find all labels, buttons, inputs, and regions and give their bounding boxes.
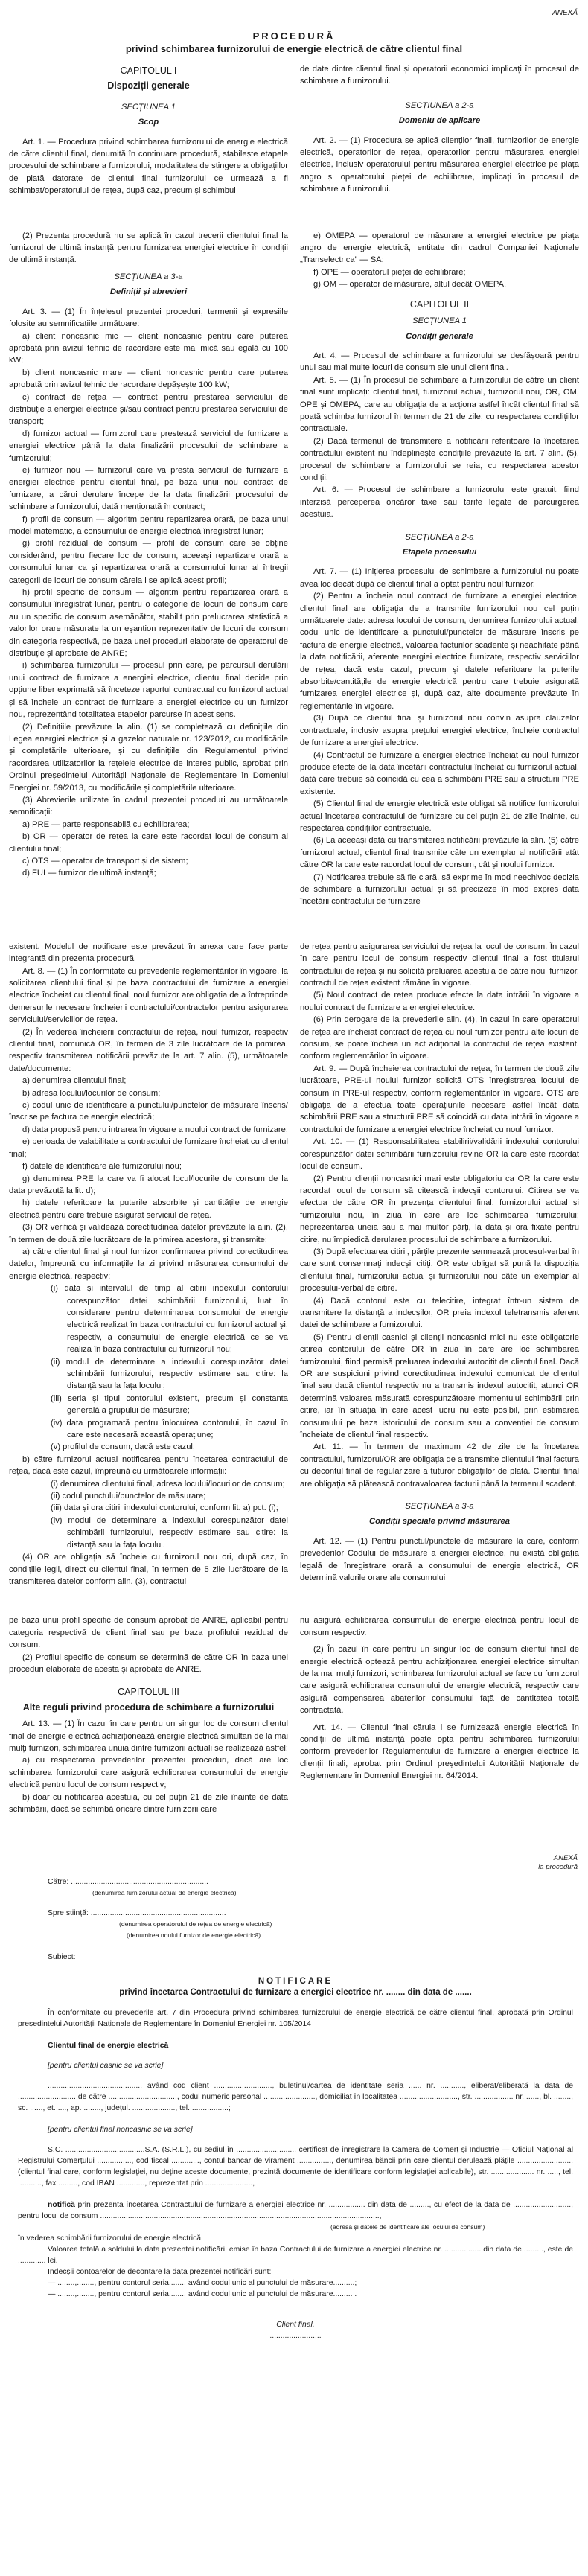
page-gap: [0, 908, 588, 941]
abbreviation-item: f) OPE — operatorul pieței de echilibrare;: [313, 267, 466, 277]
chapter-label: CAPITOLUL III: [118, 1687, 179, 1698]
article-7-continued: existent. Modelul de notificare este prevăzut în anexa care face parte integrantă din prezenta procedură.: [9, 942, 288, 964]
article-13-b-continued: nu asigură echilibrarea consumului de energie electrică pentru locul de consum respectiv.: [300, 1616, 579, 1637]
text-block-2: [0, 230, 588, 908]
list-item: e) perioada de valabilitate a contractului de furnizare încheiat cu clientul final;: [9, 1137, 288, 1159]
left-column: [9, 1614, 288, 1815]
left-column: [9, 63, 288, 197]
to-caption: (denumirea furnizorului actual de energie electrică): [92, 1889, 237, 1897]
list-item: d) data propusă pentru intrarea în vigoare a noului contract de furnizare;: [22, 1125, 288, 1134]
chapter-title: Alte reguli privind procedura de schimbare a furnizorului: [22, 1701, 275, 1713]
abbreviation-item: c) OTS — operator de transport și de sistem;: [22, 856, 188, 866]
section-title: Etapele procesului: [402, 548, 477, 557]
article-8-3a: a) către clientul final și noul furnizor confirmarea privind corectitudinea datelor, împreună cu informațiile la zi privind măsurarea consumului de energie electrică, respectiv:: [9, 1247, 288, 1281]
abbreviation-item: a) PRE — parte responsabilă cu echilibrarea;: [22, 819, 190, 829]
article-13-1: Art. 13. — (1) În cazul în care pentru un singur loc de consum clientul final de energie electrică achiziționează energie electrică simultan de la mai mulți furnizori, schimbarea unuia dintre furnizorii actuali se realizează astfel:: [9, 1719, 288, 1753]
article-9: Art. 9. — După încheierea contractului de rețea, în termen de două zile lucrătoare, PRE-ul noului furnizor solicită OTS înregistrarea locului de consum în PRE-ul respectiv, conform reglementărilor în vigoare. OTS are obligația de a efectua toate operațiunile necesare astfel încât data schimbării PRE sau a structurii PRE să coincidă cu data intrării în vigoare a contractului de furnizare a energiei electrice încheiat cu noul furnizor.: [300, 1064, 579, 1134]
chapter-label: CAPITOLUL II: [409, 298, 470, 310]
notification-title: NOTIFICARE: [258, 1977, 333, 1987]
definition-item: i) schimbarea furnizorului — procesul prin care, pe parcursul derulării unui contract de furnizare a energiei electrice, clientul final decide prin opțiune liber exprimată să înceteze raportul contractual cu furnizorul actual și să încheie un contract de furnizare a energiei electrice cu un furnizor nou, reprezentând totalitatea etapelor parcurse în acest sens.: [9, 661, 288, 720]
client-heading: Clientul final de energie electrică: [48, 2042, 169, 2051]
list-item: a) denumirea clientului final;: [22, 1076, 127, 1086]
business-form-text[interactable]: S.C. .....................................S.A. (S.R.L.), cu sediul în ..........................., certificat de înregistrare la Camera de Comerț și Industrie — Oficiul Național al Registrului Comerțului ................, cod fiscal ............., contul bancar de virament ................, denumirea băncii prin care clientul derulează plățile ..........................(clientul final care, conform legislației, nu deține aceste documente, prezintă documente de identificare conform legislației aplicabile), str. .................... nr. ....., tel. ..........., fax ........., cod IBAN ............., reprezentat prin ......................,: [18, 2146, 573, 2188]
article-7-paragraph: (7) Notificarea trebuie să fie clară, să exprime în mod neechivoc decizia de schimbare a furnizorului actual și să precizeze în mod expres data încetării contractului de furnizare: [300, 872, 579, 907]
to-field[interactable]: Către: ................................................................: [48, 1878, 208, 1887]
sub-list-item: (i) data și intervalul de timp al citirii indexului contorului corespunzător datei schimbării furnizorului, luat în considerare pentru determinarea consumului de energie electrică realizat în baza contractului cu furnizorul actual și, respectiv, a consumului de energie electrică ce se va realiza în baza contractului cu furnizorul nou;: [51, 1284, 288, 1355]
article-4: Art. 4. — Procesul de schimbare a furnizorului se desfășoară pentru unul sau mai multe locuri de consum ale unui client final.: [300, 351, 579, 373]
notification-form: [0, 1876, 588, 2386]
article-10-paragraph: (5) Pentru clienții casnici și clienții noncasnici mici nu este obligatorie citirea contorului de către OR în ziua în care are loc schimbarea furnizorului, fiind permisă preluarea indexului autocitit de clientul final. Dacă OR are suspiciuni privind corectitudinea indexului comunicat de clientul final sau dacă clientul respectiv nu a transmis indexul autocitit, atunci OR determină valoarea măsurată corespunzătoare momentului schimbării prin citire, iar în situația în care acest lucru nu este posibil, prin estimarea consumului pe baza istoricului de consum sau a convenției de consum încheiate de clientul final respectiv.: [300, 1332, 579, 1440]
article-8-4-continued: de rețea pentru asigurarea serviciului de rețea la locul de consum. În cazul în care pentru locul de consum respectiv clientul final a fost titularul contractului de rețea și nu solicită preluarea acestuia de către noul furnizor, contractul de rețea existent rămâne în vigoare.: [300, 942, 579, 988]
right-column: [300, 941, 579, 1588]
signature-line[interactable]: ........................: [269, 2332, 322, 2341]
list-item: f) datele de identificare ale furnizorului nou;: [22, 1162, 182, 1172]
sub-list-item: (iv) modul de determinare a indexului corespunzător datei schimbării furnizorului, respectiv estimare sau citire: la distanță sau la fața locului.: [51, 1515, 288, 1550]
subject-field[interactable]: Subiect:: [48, 1953, 76, 1962]
article-12-1: Art. 12. — (1) Pentru punctul/punctele de măsurare la care, conform prevederilor Codului de măsurare a energiei electrice, nu există obligația legală de înregistrare orară a consumului de energie electrică, OR determină valorile orare ale consumului: [300, 1536, 579, 1583]
annex-label: ANEXĂ: [553, 1854, 578, 1863]
right-column: [300, 230, 579, 908]
definition-item: e) furnizor nou — furnizorul care va presta serviciul de furnizare a energiei electrice pentru clientul final, pe baza unui nou contract de furnizare, a cărui derulare începe de la data finalizării procesului de schimbare a furnizorului, dată menționată în contract;: [9, 465, 288, 512]
article-14: Art. 14. — Clientul final căruia i se furnizează energie electrică în condiții de ultimă instanță poate opta pentru schimbarea furnizorului conform prevederilor Regulamentului de furnizare a energiei electrice la clienții finali, aprobat prin Ordinul președintelui Autorității Naționale de Reglementare în Domeniul Energiei nr. 64/2014.: [300, 1722, 579, 1781]
list-item: h) datele referitoare la puterile absorbite și cantitățile de energie electrică pentru care trebuie asigurat serviciul de rețea.: [9, 1198, 288, 1220]
article-1: Art. 1. — Procedura privind schimbarea furnizorului de energie electrică de către clientul final, denumită în continuare procedură, stabilește etapele procesului de schimbare a furnizorului, modalitatea de stingere a obligațiilor de plată datorate de clientul final furnizorului ce urmează a fi schimbat/operatorului de rețea, după caz, precum și schimbul: [9, 137, 288, 196]
section-label: SECȚIUNEA a 2-a: [405, 532, 474, 542]
document-subtitle: privind schimbarea furnizorului de energie electrică de către clientul final: [125, 43, 463, 54]
article-10-paragraph: (2) Pentru clienții noncasnici mari este obligatoriu ca OR la care este racordat locul de consum să citească indecșii contorului. Citirea se va efectua de către OR în prezența clientului final, furnizorului actual și furnizorului nou, în ziua în care are loc schimbarea furnizorului; neprezentarea uneia sau a mai multor părți, la data și ora fixate pentru citire, nu împiedică derularea procesului de schimbare a furnizorului.: [300, 1174, 579, 1244]
location-caption: (adresa și datele de identificare ale locului de consum): [330, 2223, 485, 2231]
cc-caption-1: (denumirea operatorului de rețea de energie electrică): [119, 1920, 272, 1928]
right-column: [300, 1614, 579, 1815]
abbreviation-item: b) OR — operator de rețea la care este racordat locul de consum al clientului final;: [9, 832, 288, 854]
article-5-2: (2) Dacă termenul de transmitere a notificării referitoare la încetarea contractului existent nu îndeplinește condițiile prevăzute la art. 7 alin. (5), procesul de schimbare a furnizorului se reia, cu respectarea acestor condiții.: [300, 436, 579, 482]
article-8-5: (5) Noul contract de rețea produce efecte la data intrării în vigoare a noului contract de furnizare a energiei electrice.: [300, 991, 579, 1012]
article-13-b: b) doar cu notificarea acestuia, cu cel puțin 21 de zile înainte de data schimbării, dacă se schimbă oricare dintre furnizorii care: [9, 1792, 288, 1814]
annex-form: [0, 1854, 588, 2386]
article-10-paragraph: (3) După efectuarea citirii, părțile prezente semnează procesul-verbal în care sunt consemnați indecșii citiți. OR este obligat să pună la dispoziția clientului final, furnizorului actual și furnizorului nou câte un exemplar al procesului-verbal de citire.: [300, 1247, 579, 1294]
text-block-4: [0, 1614, 588, 1815]
annex-label: ANEXĂ: [552, 9, 578, 17]
article-3-2: (2) Definițiile prevăzute la alin. (1) se completează cu definițiile din Legea energiei electrice și a gazelor naturale nr. 123/2012, cu modificările și completările ulterioare, și cu definițiile din Regulamentul privind racordarea utilizatorilor la rețelele electrice de interes public, aprobat prin Ordinul președintelui Autorității Naționale de Reglementare în Domeniul Energiei nr. 59/2013, cu modificările și completările ulterioare.: [9, 722, 288, 793]
meters-intro: Indecșii contoarelor de decontare la data prezentei notificări sunt:: [48, 2268, 272, 2277]
article-8-3b: b) către furnizorul actual notificarea pentru încetarea contractului de rețea, dacă este cazul, împreună cu următoarele informații:: [9, 1454, 288, 1477]
article-10-paragraph: Art. 10. — (1) Responsabilitatea stabilirii/validării indexului contorului corespunzător datei schimbării furnizorului revine OR la care este racordat locul de consum.: [300, 1137, 579, 1172]
article-7-paragraph: (3) După ce clientul final și furnizorul nou convin asupra clauzelor contractuale, inclusiv asupra prețului energiei electrice, încheie contractul de furnizare a energiei electrice.: [300, 714, 579, 748]
notify-paragraph[interactable]: [18, 2199, 573, 2222]
sub-list-item: (ii) modul de determinare a indexului corespunzător datei schimbării furnizorului, respectiv estimare sau citire: la distanță sau la fața locului;: [51, 1357, 288, 1391]
article-10-paragraph: (4) Dacă contorul este cu telecitire, integrat într-un sistem de transmitere la distanță a indecșilor, OR preia indexul teletransmis aferent datei de schimbare a furnizorului.: [300, 1296, 579, 1330]
article-7-paragraph: (2) Pentru a încheia noul contract de furnizare a energiei electrice, clientul final are obligația de a transmite furnizorului nou cel puțin următoarele date: adresa locului de consum, denumirea furnizorului actual, codul unic de identificare a punctului/punctelor de măsurare înscris pe factura de energie electrică, valoarea facturilor scadente și neachitate până la data notificării, aferente energiei electrice furnizate, respectiv serviciilor de rețea, dacă este cazul, precum și datele referitoare la puterile absorbite/cantitățile de energie electrică pentru care trebuie asigurată furnizarea energiei electrice și, după caz, alte documente prevăzute în reglementările în vigoare.: [300, 592, 579, 711]
article-2-1: Art. 2. — (1) Procedura se aplică clienților finali, furnizorilor de energie electrică, operatorilor de rețea, operatorilor pentru măsurarea energiei electrice, inclusiv operatorului pentru măsurarea energiei electrice pe piața angro și operatorului pieței de echilibrare, implicați în procesul de schimbare a furnizorului.: [300, 135, 579, 194]
meter-line[interactable]: — ........,........, pentru contorul seria......., având codul unic al punctului de măsurare..........;: [48, 2279, 357, 2288]
article-12-2: (2) Profilul specific de consum se determină de către OR în baza unei proceduri elaborate de acesta și aprobate de ANRE.: [9, 1652, 288, 1674]
definition-item: h) profil specific de consum — algoritm pentru repartizarea orară a consumului înregistrat lunar, pentru o categorie de locuri de consum care au un specific de consum asemănător, stabilit prin prelucrarea statistică a valorilor orare măsurate la un eșantion reprezentativ de locuri de consum din categoria respectivă, pe baza unei proceduri elaborate de operatorul de distribuție și aprobate de ANRE;: [9, 588, 288, 659]
annex-sublabel: la procedură: [538, 1863, 578, 1872]
chapter-title: Dispoziții generale: [107, 80, 190, 92]
section-label: SECȚIUNEA a 3-a: [405, 1502, 474, 1512]
article-7-paragraph: (5) Clientul final de energie electrică este obligat să notifice furnizorului actual încetarea contractului de furnizare cu cel puțin 21 de zile înainte, cu respectarea condițiilor contractuale.: [300, 799, 579, 833]
article-8-1: Art. 8. — (1) În conformitate cu prevederile reglementărilor în vigoare, la solicitarea clientului final și pe baza contractului de furnizare a energiei electrice încheiat cu clientul final, noul furnizor are obligația de a întreprinde demersurile necesare încheierii contractului/contractelor pentru asigurarea serviciului/serviciilor de rețea.: [9, 966, 288, 1025]
article-6: Art. 6. — Procesul de schimbare a furnizorului este gratuit, fiind interzisă perceperea oricăror taxe sau tarife legate de parcurgerea acestuia.: [300, 485, 579, 520]
document-title: PROCEDURĂ: [252, 31, 336, 42]
list-item: c) codul unic de identificare a punctului/punctelor de măsurare înscris/înscrise pe factura de energie electrică;: [9, 1101, 288, 1122]
article-12-1-continued: pe baza unui profil specific de consum aprobat de ANRE, aplicabil pentru categoria respectivă de client final sau pe baza profilului rezidual de consum.: [9, 1616, 288, 1650]
article-8-4: (4) OR are obligația să încheie cu furnizorul nou ori, după caz, în condițiile legii, direct cu clientul final, în termen de 5 zile lucrătoare de la transmiterea datelor conform alin. (3), contractul: [9, 1553, 288, 1586]
sub-list-item: (i) denumirea clientului final, adresa locului/locurilor de consum;: [51, 1479, 285, 1489]
article-2-2: (2) Prezenta procedură nu se aplică în cazul trecerii clientului final la furnizorul de ultimă instanță pentru furnizarea energiei electrice în condiții de ultimă instanță.: [9, 231, 288, 265]
left-column: [9, 230, 288, 908]
intro-text: În conformitate cu prevederile art. 7 din Procedura privind schimbarea furnizorului de energie electrică de către clientul final, aprobată prin Ordinul președintelui Autorității Naționale de Reglementare în Domeniul Energiei nr. 105/2014: [18, 2009, 573, 2029]
article-8-3: (3) OR verifică și validează corectitudinea datelor prevăzute la alin. (2), în termen de două zile lucrătoare de la primirea acestora, și transmite:: [9, 1223, 288, 1244]
definition-item: b) client noncasnic mare — client noncasnic pentru care puterea aprobată prin avizul tehnic de racordare depășește 100 kW;: [9, 368, 288, 390]
section-label: SECȚIUNEA 1: [412, 316, 467, 326]
page-gap: [0, 1815, 588, 1854]
article-13-2: (2) În cazul în care pentru un singur loc de consum clientul final de energie electrică optează pentru achiziționarea energiei electrice simultan de la mai mulți furnizori, schimbarea furnizorului actual se face cu furnizorul care asigură echilibrarea consumului de energie electrică, respectiv care asigură compensarea abaterilor consumului față de cantitatea totală contractată.: [300, 1645, 579, 1716]
article-7-paragraph: (6) La aceeași dată cu transmiterea notificării prevăzute la alin. (5) către furnizorul actual, clientul final transmite câte un exemplar al notificării atât către OR la care este racordat locul de consum, cât și noului furnizor.: [300, 836, 579, 870]
article-3-1: Art. 3. — (1) În înțelesul prezentei proceduri, termenii și expresiile folosite au semnificațiile următoare:: [9, 307, 288, 329]
sub-list-item: (v) profilul de consum, dacă este cazul;: [51, 1442, 196, 1452]
article-11: Art. 11. — În termen de maximum 42 de zile de la încetarea contractului, furnizorul/OR are obligația de a transmite clientului final factura cu decontul final de regularizare a tuturor obligațiilor de plată. Clientul final are obligația să plătească contravaloarea facturii până la termenul scadent.: [300, 1442, 579, 1489]
article-1-continued: de date dintre clientul final și operatorii economici implicați în procesul de schimbare a furnizorului.: [300, 65, 579, 86]
page-gap: [0, 197, 588, 230]
text-block-3: [0, 941, 588, 1588]
section-label: SECȚIUNEA a 2-a: [405, 100, 474, 110]
meter-line[interactable]: — ........,........, pentru contorul seria......., având codul unic al punctului de măsurare......... .: [48, 2290, 357, 2299]
abbreviation-item: d) FUI — furnizor de ultimă instanță;: [22, 869, 156, 878]
business-note: [pentru clientul final noncasnic se va scrie]: [48, 2126, 193, 2135]
right-column: [300, 63, 579, 197]
section-title: Definiții și abrevieri: [109, 287, 188, 297]
section-label: SECȚIUNEA 1: [121, 102, 176, 112]
left-column: [9, 941, 288, 1588]
notify-text: prin prezenta încetarea Contractului de furnizare a energiei electrice nr. ................. din data de ........., cu efect de la data de ..........................., pentru locul de consum ..................................................................................................................................,: [18, 2201, 573, 2221]
article-8-6: (6) Prin derogare de la prevederile alin. (4), în cazul în care operatorul de rețea are încheiat contract de rețea cu noul furnizor pentru alte locuri de consum, se poate încheia un act adițional la contractul de rețea existent, conform reglementărilor în vigoare.: [300, 1015, 579, 1061]
list-item: b) adresa locului/locurilor de consum;: [22, 1088, 161, 1098]
sub-list-item: (iii) seria și tipul contorului existent, precum și constanta generală a grupului de măsurare;: [51, 1393, 288, 1416]
abbreviation-item: e) OMEPA — operatorul de măsurare a energiei electrice pe piața angro de energie electrică, entitate din cadrul Companiei Naționale „Transelectrica” — SA;: [300, 231, 579, 265]
cc-field[interactable]: Spre știință: ...............................................................: [48, 1909, 226, 1918]
section-title: Scop: [138, 118, 159, 127]
chapter-label: CAPITOLUL I: [120, 65, 177, 76]
article-7-paragraph: Art. 7. — (1) Inițierea procesului de schimbare a furnizorului nu poate avea loc decât după ce clientul final a optat pentru noul furnizor.: [300, 567, 579, 589]
household-form-text[interactable]: ..........................................., având cod client ..........................., buletinul/cartea de identitate seria ...... nr. ..........., eliberat/eliberată la data de ........................... de către ................................, codul numeric personal ........................, domiciliat în localitatea ..........................., str. .................. nr. ......, bl. ........, sc. ......, et. ...., ap. ........, județul. ...................., tel. .................;: [18, 2082, 573, 2113]
definition-item: d) furnizor actual — furnizorul care prestează serviciul de furnizare a energiei electrice până la data finalizării procesului de schimbare a furnizorului;: [9, 429, 288, 463]
article-8-2: (2) În vederea încheierii contractului de rețea, noul furnizor, respectiv clientul final, comunică OR, în termen de 3 zile lucrătoare de la primirea, respectiv transmiterea notificării prevăzute la art. 7 alin. (5), următoarele date/documente:: [9, 1027, 288, 1073]
purpose-text: în vederea schimbării furnizorului de energie electrică.: [18, 2234, 203, 2243]
sub-list-item: (ii) codul punctului/punctelor de măsurare;: [51, 1492, 206, 1501]
definition-item: f) profil de consum — algoritm pentru repartizarea orară, pe baza unui model matematic, a consumului de energie electrică înregistrat lunar;: [9, 514, 288, 536]
signature-label: Client final,: [276, 2321, 315, 2330]
abbreviation-item: g) OM — operator de măsurare, altul decât OMEPA.: [313, 280, 507, 290]
definition-item: g) profil rezidual de consum — profil de consum care se obține considerând, pentru fiecare loc de consum, aceeași repartizare orară a consumului lunar ca și repartizarea orară a consumului lunar al întregii categorii de locuri de consum căreia i se aplică acest profil;: [9, 539, 288, 585]
sub-list-item: (iii) data și ora citirii indexului contorului, conform lit. a) pct. (i);: [51, 1503, 278, 1513]
article-3-3: (3) Abrevierile utilizate în cadrul prezentei proceduri au următoarele semnificații:: [9, 795, 288, 817]
definition-item: c) contract de rețea — contract pentru prestarea serviciului de distribuție a energiei electrice și/sau contract pentru prestarea serviciului de transport;: [9, 392, 288, 426]
balance-text[interactable]: Valoarea totală a soldului la data prezentei notificări, emise în baza Contractului de furnizare a energiei electrice nr. ................. din data de ........., este de ............. lei.: [18, 2246, 573, 2266]
article-5-1: Art. 5. — (1) În procesul de schimbare a furnizorului de către un client final sunt implicați: clientul final, furnizorul actual, furnizorul nou, OR, OM, OPE și OMEPA, care au obligația de a acționa astfel încât clientul final să poată schimba furnizorul în termen de 21 de zile, cu respectarea condițiilor contractuale.: [300, 375, 579, 434]
cc-caption-2: (denumirea noului furnizor de energie electrică): [127, 1931, 261, 1940]
section-title: Domeniu de aplicare: [398, 116, 481, 126]
page-gap: [0, 1588, 588, 1614]
household-note: [pentru clientul casnic se va scrie]: [48, 2062, 164, 2071]
section-title: Condiții speciale privind măsurarea: [368, 1517, 510, 1527]
article-7-paragraph: (4) Contractul de furnizare a energiei electrice încheiat cu noul furnizor produce efecte de la data încetării contractului încheiat cu furnizorul actual, dată care trebuie să coincidă cu cea a schimbării PRE sau a structurii PRE existente.: [300, 750, 579, 796]
section-title: Condiții generale: [406, 331, 473, 341]
bottom-spacer: [18, 2342, 573, 2386]
article-13-a: a) cu respectarea prevederilor prezentei proceduri, dacă are loc schimbarea furnizorului care asigură echilibrarea consumului de energie electrică pentru locul de consum respectiv;: [9, 1756, 288, 1790]
list-item: g) denumirea PRE la care va fi alocat locul/locurile de consum de la data prevăzută la lit. d);: [9, 1174, 288, 1195]
text-block-1: [0, 63, 588, 197]
sub-list-item: (iv) data programată pentru înlocuirea contorului, în cazul în care este necesară această operațiune;: [51, 1418, 288, 1440]
notification-subtitle: privind încetarea Contractului de furnizare a energiei electrice nr. ........ din data de .......: [119, 1988, 472, 1998]
notify-keyword: notifică: [48, 2201, 75, 2210]
section-label: SECȚIUNEA a 3-a: [114, 272, 183, 281]
definition-item: a) client noncasnic mic — client noncasnic pentru care puterea aprobată prin avizul tehnic de racordare este mai mică sau egală cu 100 kW;: [9, 331, 288, 365]
